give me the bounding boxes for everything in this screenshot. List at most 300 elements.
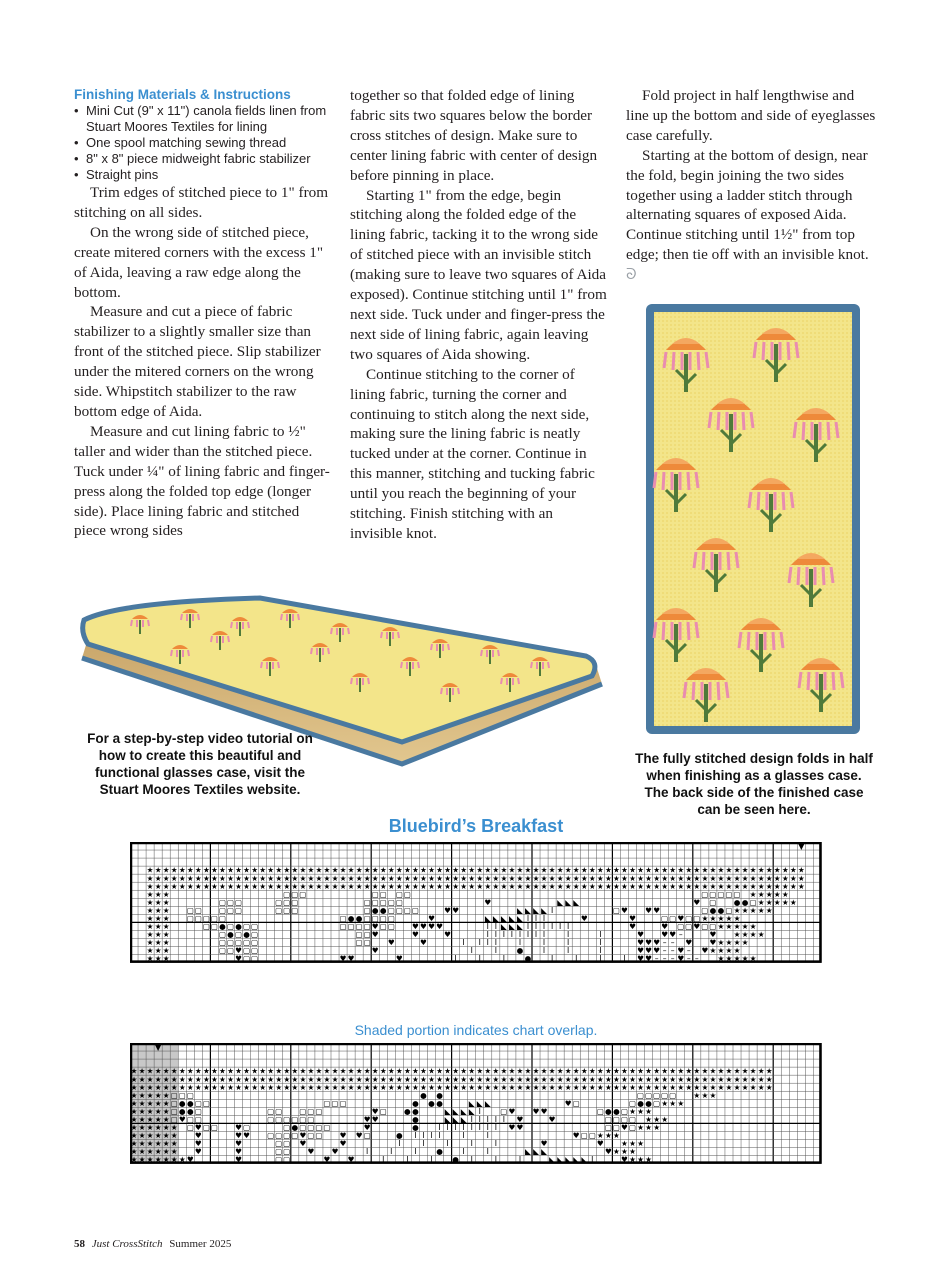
chart-symbol: ▢ [725,905,733,915]
chart-symbol: ★ [355,873,363,883]
chart-symbol: ★ [347,1082,355,1092]
chart-symbol: ▢ [194,1114,202,1124]
paragraph: Trim edges of stitched piece to 1" from stitching on all sides. [74,184,329,221]
chart-symbol: ▢ [612,905,621,915]
chart-symbol: ★ [146,905,154,915]
chart-symbol: ◣ [468,1106,475,1116]
chart-symbol: ▢ [363,1131,371,1141]
chart-symbol: ★ [154,865,162,875]
chart-symbol: ★ [339,881,347,891]
chart-symbol: – [662,954,667,964]
chart-symbol: ♥ [580,913,588,923]
chart-symbol: ★ [468,865,476,875]
chart-symbol: ▢ [202,1122,210,1132]
chart-symbol: ★ [146,1155,154,1165]
chart-symbol: ♥ [235,1139,242,1149]
chart-symbol: I [494,1155,497,1165]
chart-symbol: ★ [178,1155,186,1165]
chart-symbol: ★ [524,873,532,883]
chart-symbol: ★ [202,1074,210,1084]
chart-symbol: ★ [355,1074,363,1084]
chart-symbol: – [670,938,675,948]
chart-symbol: ★ [500,881,508,891]
chart-symbol: ★ [307,873,315,883]
chart-symbol: ★ [146,1139,154,1149]
chart-symbol: ★ [733,1074,741,1084]
chart-symbol: I [567,946,570,956]
chart-symbol: ★ [363,873,371,883]
chart-symbol: ★ [661,1066,669,1076]
chart-symbol: ▢ [283,1122,291,1132]
chart-symbol: I [502,954,505,964]
chart-symbol: ▢ [709,889,717,899]
chart-symbol: ★ [403,873,411,883]
chart-symbol: ★ [588,1074,596,1084]
chart-symbol: ★ [588,881,596,891]
chart-symbol: ▢ [395,897,403,907]
paragraph: On the wrong side of stitched piece, create mitered corners with the excess 1" of Aida, leaving a raw edge along the bottom. [74,223,324,301]
chart-symbol: ★ [154,889,162,899]
chart-symbol: ★ [508,1074,516,1084]
chart-symbol: ★ [379,865,387,875]
chart-symbol: ▢ [644,1090,653,1100]
chart-symbol: ★ [355,1066,363,1076]
chart-symbol: ★ [564,1082,572,1092]
chart-symbol: ● [412,1098,419,1108]
chart-symbol: ♥ [331,1147,339,1157]
chart-symbol: ♥ [371,921,379,931]
chart-symbol: ★ [162,930,170,940]
chart-symbol: ● [516,946,524,956]
chart-symbol: ♥ [323,1155,331,1165]
chart-symbol: ★ [355,865,363,875]
chart-symbol: ★ [580,1066,588,1076]
chart-symbol: ▢ [628,1122,637,1132]
chart-symbol: ★ [773,889,781,899]
chart-symbol: ♥ [621,1155,628,1165]
chart-symbol: ★ [757,881,765,891]
chart-symbol: ▢ [307,1122,315,1132]
chart-symbol: ▢ [339,913,347,923]
chart-symbol: ★ [460,873,468,883]
chart-symbol: ★ [645,1106,653,1116]
chart-symbol: ★ [596,1066,604,1076]
chart-symbol: ★ [661,1082,669,1092]
chart-symbol: ★ [524,881,532,891]
chart-symbol: ★ [765,905,773,915]
chart-symbol: ★ [275,873,283,883]
chart-symbol: ★ [363,1082,371,1092]
chart-symbol: ★ [564,1074,572,1084]
chart-symbol: ★ [725,881,733,891]
chart-symbol: ★ [130,1106,138,1116]
chart-symbol: ★ [251,865,259,875]
chart-symbol: ▢ [387,897,395,907]
chart-symbol: ♥ [194,1131,202,1141]
chart-symbol: ★ [299,1082,307,1092]
chart-symbol: I [526,921,530,931]
chart-symbol: ▢ [363,921,371,931]
chart-symbol: ★ [428,873,435,883]
chart-symbol: ◣ [581,1155,588,1165]
chart-symbol: ▢ [218,913,227,923]
chart-symbol: ★ [259,873,267,883]
chart-symbol: ★ [637,1066,644,1076]
chart-symbol: ▢ [226,921,235,931]
chart-symbol: ★ [460,881,468,891]
chart-symbol: ★ [645,865,653,875]
chart-symbol: ♥ [235,1122,242,1132]
chart-symbol: I [486,1114,489,1124]
chart-symbol: ★ [492,881,500,891]
chart-symbol: ▢ [170,1106,178,1116]
chart-symbol: ★ [572,1074,580,1084]
chart-symbol: I [550,921,554,931]
chart-symbol: ♥ [420,938,427,948]
chart-symbol: ★ [162,954,170,964]
chart-symbol: ▢ [701,889,709,899]
chart-symbol: ★ [162,1131,170,1141]
chart-symbol: I [486,930,489,940]
chart-symbol: ● [178,1106,186,1116]
chart-symbol: ★ [138,1082,146,1092]
chart-symbol: ★ [170,1147,178,1157]
chart-symbol: ★ [717,1066,725,1076]
chart-symbol: ★ [162,913,170,923]
chart-symbol: I [494,930,497,940]
chart-symbol: ★ [516,1066,524,1076]
chart-symbol: ★ [219,1074,226,1084]
chart-symbol: I [542,921,546,931]
chart-symbol: ★ [548,881,556,891]
chart-symbol: ★ [757,865,765,875]
chart-symbol: ★ [347,1066,355,1076]
chart-symbol: ★ [733,1082,741,1092]
chart-symbol: ★ [621,881,628,891]
chart-symbol: ● [404,1106,411,1116]
chart-symbol: ▢ [194,1098,202,1108]
chart-symbol: ◣ [573,897,580,907]
chart-symbol: ▢ [363,913,371,923]
chart-symbol: ★ [500,1082,508,1092]
chart-symbol: ♥ [371,1114,379,1124]
chart-symbol: ▢ [701,905,709,915]
chart-symbol: ★ [789,865,797,875]
chart-symbol: ★ [146,889,154,899]
chart-symbol: ★ [653,1122,661,1132]
chart-symbol: ★ [781,897,789,907]
chart-symbol: ★ [436,873,443,883]
chart-symbol: ▢ [709,921,717,931]
chart-symbol: ▢ [275,1139,283,1149]
chart-symbol: ▢ [291,1114,299,1124]
chart-symbol: ★ [733,954,741,964]
chart-symbol: ★ [299,881,307,891]
materials-item: • One spool matching sewing thread [74,135,330,151]
chart-symbol: ★ [492,873,500,883]
chart-symbol: ★ [146,881,154,891]
chart-symbol: ▢ [379,1106,387,1116]
chart-symbol: ★ [178,873,186,883]
chart-symbol: ★ [717,913,725,923]
chart-symbol: ★ [299,1074,307,1084]
chart-symbol: ★ [444,1074,452,1084]
chart-symbol: ▢ [291,897,299,907]
chart-symbol: I [454,954,457,964]
chart-symbol: ★ [653,873,661,883]
chart-symbol: I [398,1139,401,1149]
chart-symbol: I [470,1139,473,1149]
chart-symbol: I [575,954,578,964]
chart-symbol: ★ [291,873,299,883]
chart-symbol: ★ [492,1082,500,1092]
chart-symbol: ▢ [379,921,387,931]
chart-symbol: ★ [146,1106,154,1116]
paragraph [626,146,876,285]
chart-symbol: I [542,913,546,923]
chart-symbol: ★ [162,1090,170,1100]
chart-symbol: ★ [170,873,178,883]
chart-symbol: ★ [685,873,693,883]
chart-symbol: ● [178,1098,186,1108]
chart-symbol: ♥ [637,954,644,964]
chart-symbol: ★ [420,1066,427,1076]
chart-symbol: I [478,1122,481,1132]
chart-symbol: ★ [323,865,331,875]
chart-symbol: ★ [138,1066,146,1076]
chart-symbol: ★ [267,873,275,883]
chart-symbol: ★ [403,881,411,891]
chart-symbol: ● [243,930,250,940]
chart-symbol: ★ [154,905,162,915]
chart-symbol: ★ [452,1074,460,1084]
chart-symbol: ★ [580,865,588,875]
chart-symbol: ★ [403,1082,411,1092]
chart-symbol: ◣ [460,1114,467,1124]
chart-symbol: ♥ [572,1131,580,1141]
chart-symbol: I [542,938,546,948]
chart-symbol: ♥ [194,1147,202,1157]
chart-symbol: ★ [685,1082,693,1092]
chart-symbol: ★ [138,1114,146,1124]
chart-symbol: I [534,921,538,931]
chart-symbol: ★ [154,1082,162,1092]
chart-symbol: ★ [307,881,315,891]
chart-symbol: I [486,1122,489,1132]
chart-symbol: ★ [154,954,162,964]
chart-symbol: ★ [653,1082,661,1092]
chart-symbol: ▢ [170,1098,178,1108]
chart-symbol: ★ [773,881,781,891]
chart-symbol: ★ [661,1114,669,1124]
chart-symbol: ◣ [525,1147,531,1157]
chart-symbol: ▢ [733,889,741,899]
chart-symbol: ★ [210,1066,218,1076]
chart-symbol: ★ [564,873,572,883]
chart-symbol: ★ [154,946,162,956]
chart-symbol: ★ [693,1082,701,1092]
chart-symbol: ★ [130,1122,138,1132]
chart-symbol: ♥ [669,930,677,940]
chart-symbol: ★ [444,1066,452,1076]
chart-symbol: ▢ [379,897,387,907]
chart-symbol: ★ [420,881,427,891]
chart-symbol: ★ [452,873,460,883]
chart-symbol: ★ [436,1082,443,1092]
chart-symbol: ▢ [251,930,259,940]
chart-symbol: ★ [500,865,508,875]
chart-symbol: ★ [146,913,154,923]
chart-symbol: ★ [154,913,162,923]
chart-symbol: ★ [170,1155,178,1165]
chart-symbol: ♥ [307,1147,315,1157]
chart-symbol: ▢ [186,1122,194,1132]
column-2 [350,86,608,544]
chart-symbol: ● [452,1155,459,1165]
chart-symbol: ★ [387,1082,395,1092]
chart-symbol: ★ [154,1131,162,1141]
chart-symbol: ★ [331,1082,339,1092]
chart-symbol: ★ [741,938,749,948]
chart-symbol: ★ [420,873,427,883]
chart-symbol: ▢ [299,889,307,899]
chart-symbol: ▢ [291,889,299,899]
chart-symbol: I [550,905,554,915]
chart-symbol: ★ [283,873,291,883]
chart-title: Bluebird’s Breakfast [388,816,564,836]
chart-symbol: ★ [588,873,596,883]
chart-symbol: ★ [637,1139,644,1149]
paragraph: Continue stitching to the corner of lining fabric, turning the corner and continuing to stitch along the next side, making sure the lining fabric is neatly tucked under at the corner. Continue in this manner, stitching and tucking fabric until you reach the beginning of your stitching. Finish stitching with an invisible knot. [350,365,595,542]
chart-symbol: ▢ [226,938,235,948]
chart-symbol: ★ [162,1066,170,1076]
chart-symbol: I [414,1147,417,1157]
chart-symbol: ★ [749,889,757,899]
chart-symbol: ★ [725,946,733,956]
chart-symbol: ★ [210,873,218,883]
chart-symbol: I [599,938,602,948]
chart-symbol: ★ [476,873,484,883]
chart-symbol: ★ [259,1074,267,1084]
chart-symbol: I [599,930,602,940]
chart-symbol: ▢ [315,1122,323,1132]
chart-symbol: ★ [749,1066,757,1076]
chart-symbol: ★ [556,1082,564,1092]
chart-symbol: ★ [765,1082,773,1092]
chart-symbol: ♥ [645,946,653,956]
chart-symbol: ▢ [387,913,395,923]
chart-symbol: ★ [162,865,170,875]
chart-symbol: ◣ [508,921,515,931]
chart-symbol: ★ [162,938,170,948]
chart-symbol: ★ [516,881,524,891]
chart-symbol: ★ [797,865,805,875]
chart-symbol: ★ [749,930,757,940]
chart-symbol: ★ [227,865,234,875]
chart-symbol: ★ [194,1074,202,1084]
chart-symbol: ★ [387,881,395,891]
chart-symbol: ★ [299,1066,307,1076]
chart-symbol: ★ [532,865,540,875]
chart-symbol: ★ [283,881,291,891]
chart-symbol: ▢ [267,1131,275,1141]
chart-symbol: ▢ [283,1139,291,1149]
chart-symbol: ★ [371,881,379,891]
chart-symbol: – [662,938,667,948]
chart-symbol: ▢ [604,1114,612,1124]
chart-symbol: ★ [677,865,685,875]
chart-symbol: ★ [572,1066,580,1076]
chart-symbol: ★ [460,1082,468,1092]
chart-symbol: ★ [725,921,733,931]
chart-symbol: ● [412,1106,419,1116]
chart-symbol: ★ [765,889,773,899]
chart-symbol: ★ [484,1074,492,1084]
chart-symbol: ★ [194,881,202,891]
chart-symbol: ▢ [218,897,227,907]
chart-symbol: ★ [532,1074,540,1084]
chart-symbol: ♥ [540,1139,548,1149]
chart-symbol: ★ [339,1066,347,1076]
shade-note: Shaded portion indicates chart overlap. [354,1022,598,1038]
chart-symbol: ★ [516,1074,524,1084]
chart-symbol: ♥ [508,1106,516,1116]
materials-item: • Mini Cut (9" x 11") canola fields linen from Stuart Moores Textiles for lining [74,103,330,135]
chart-symbol: ★ [693,881,701,891]
chart-symbol: ★ [371,865,379,875]
chart-symbol: ★ [146,938,154,948]
chart-symbol: ★ [307,1066,315,1076]
chart-symbol: ★ [532,881,540,891]
chart-symbol: ★ [653,1114,661,1124]
chart-symbol: ♥ [243,1131,251,1141]
chart-symbol: I [470,946,473,956]
chart-symbol: ★ [612,1074,620,1084]
chart-symbol: ★ [146,1090,154,1100]
chart-symbol: ★ [235,1074,242,1084]
chart-symbol: ★ [428,1066,435,1076]
chart-symbol: I [478,954,481,964]
chart-symbol: ★ [693,1090,701,1100]
chart-symbol: I [486,1147,489,1157]
chart-symbol: ★ [154,921,162,931]
chart-symbol: ★ [492,1066,500,1076]
chart-symbol: ★ [227,1082,234,1092]
chart-symbol: ★ [243,1082,251,1092]
chart-symbol: ★ [420,1074,427,1084]
chart-symbol: ★ [500,1066,508,1076]
chart-symbol: ● [186,1098,194,1108]
chart-symbol: ★ [315,865,323,875]
end-mark-icon: ᘐ [626,266,637,284]
chart-symbol: ★ [130,1098,138,1108]
chart-symbol: ★ [315,1074,323,1084]
chart-symbol: ★ [235,1082,242,1092]
chart-symbol: ★ [508,1066,516,1076]
chart-symbol: ● [227,930,234,940]
chart-symbol: ★ [773,897,781,907]
chart-symbol: ♥ [444,930,452,940]
chart-symbol: ★ [612,865,620,875]
chart-symbol: ▢ [363,930,371,940]
chart-symbol: ▢ [226,946,235,956]
chart-symbol: ★ [717,1082,725,1092]
chart-symbol: ★ [604,1082,612,1092]
chart-symbol: ★ [741,873,749,883]
chart-symbol: ♥ [693,897,701,907]
chart-symbol: ★ [725,913,733,923]
chart-symbol: ▢ [234,897,243,907]
